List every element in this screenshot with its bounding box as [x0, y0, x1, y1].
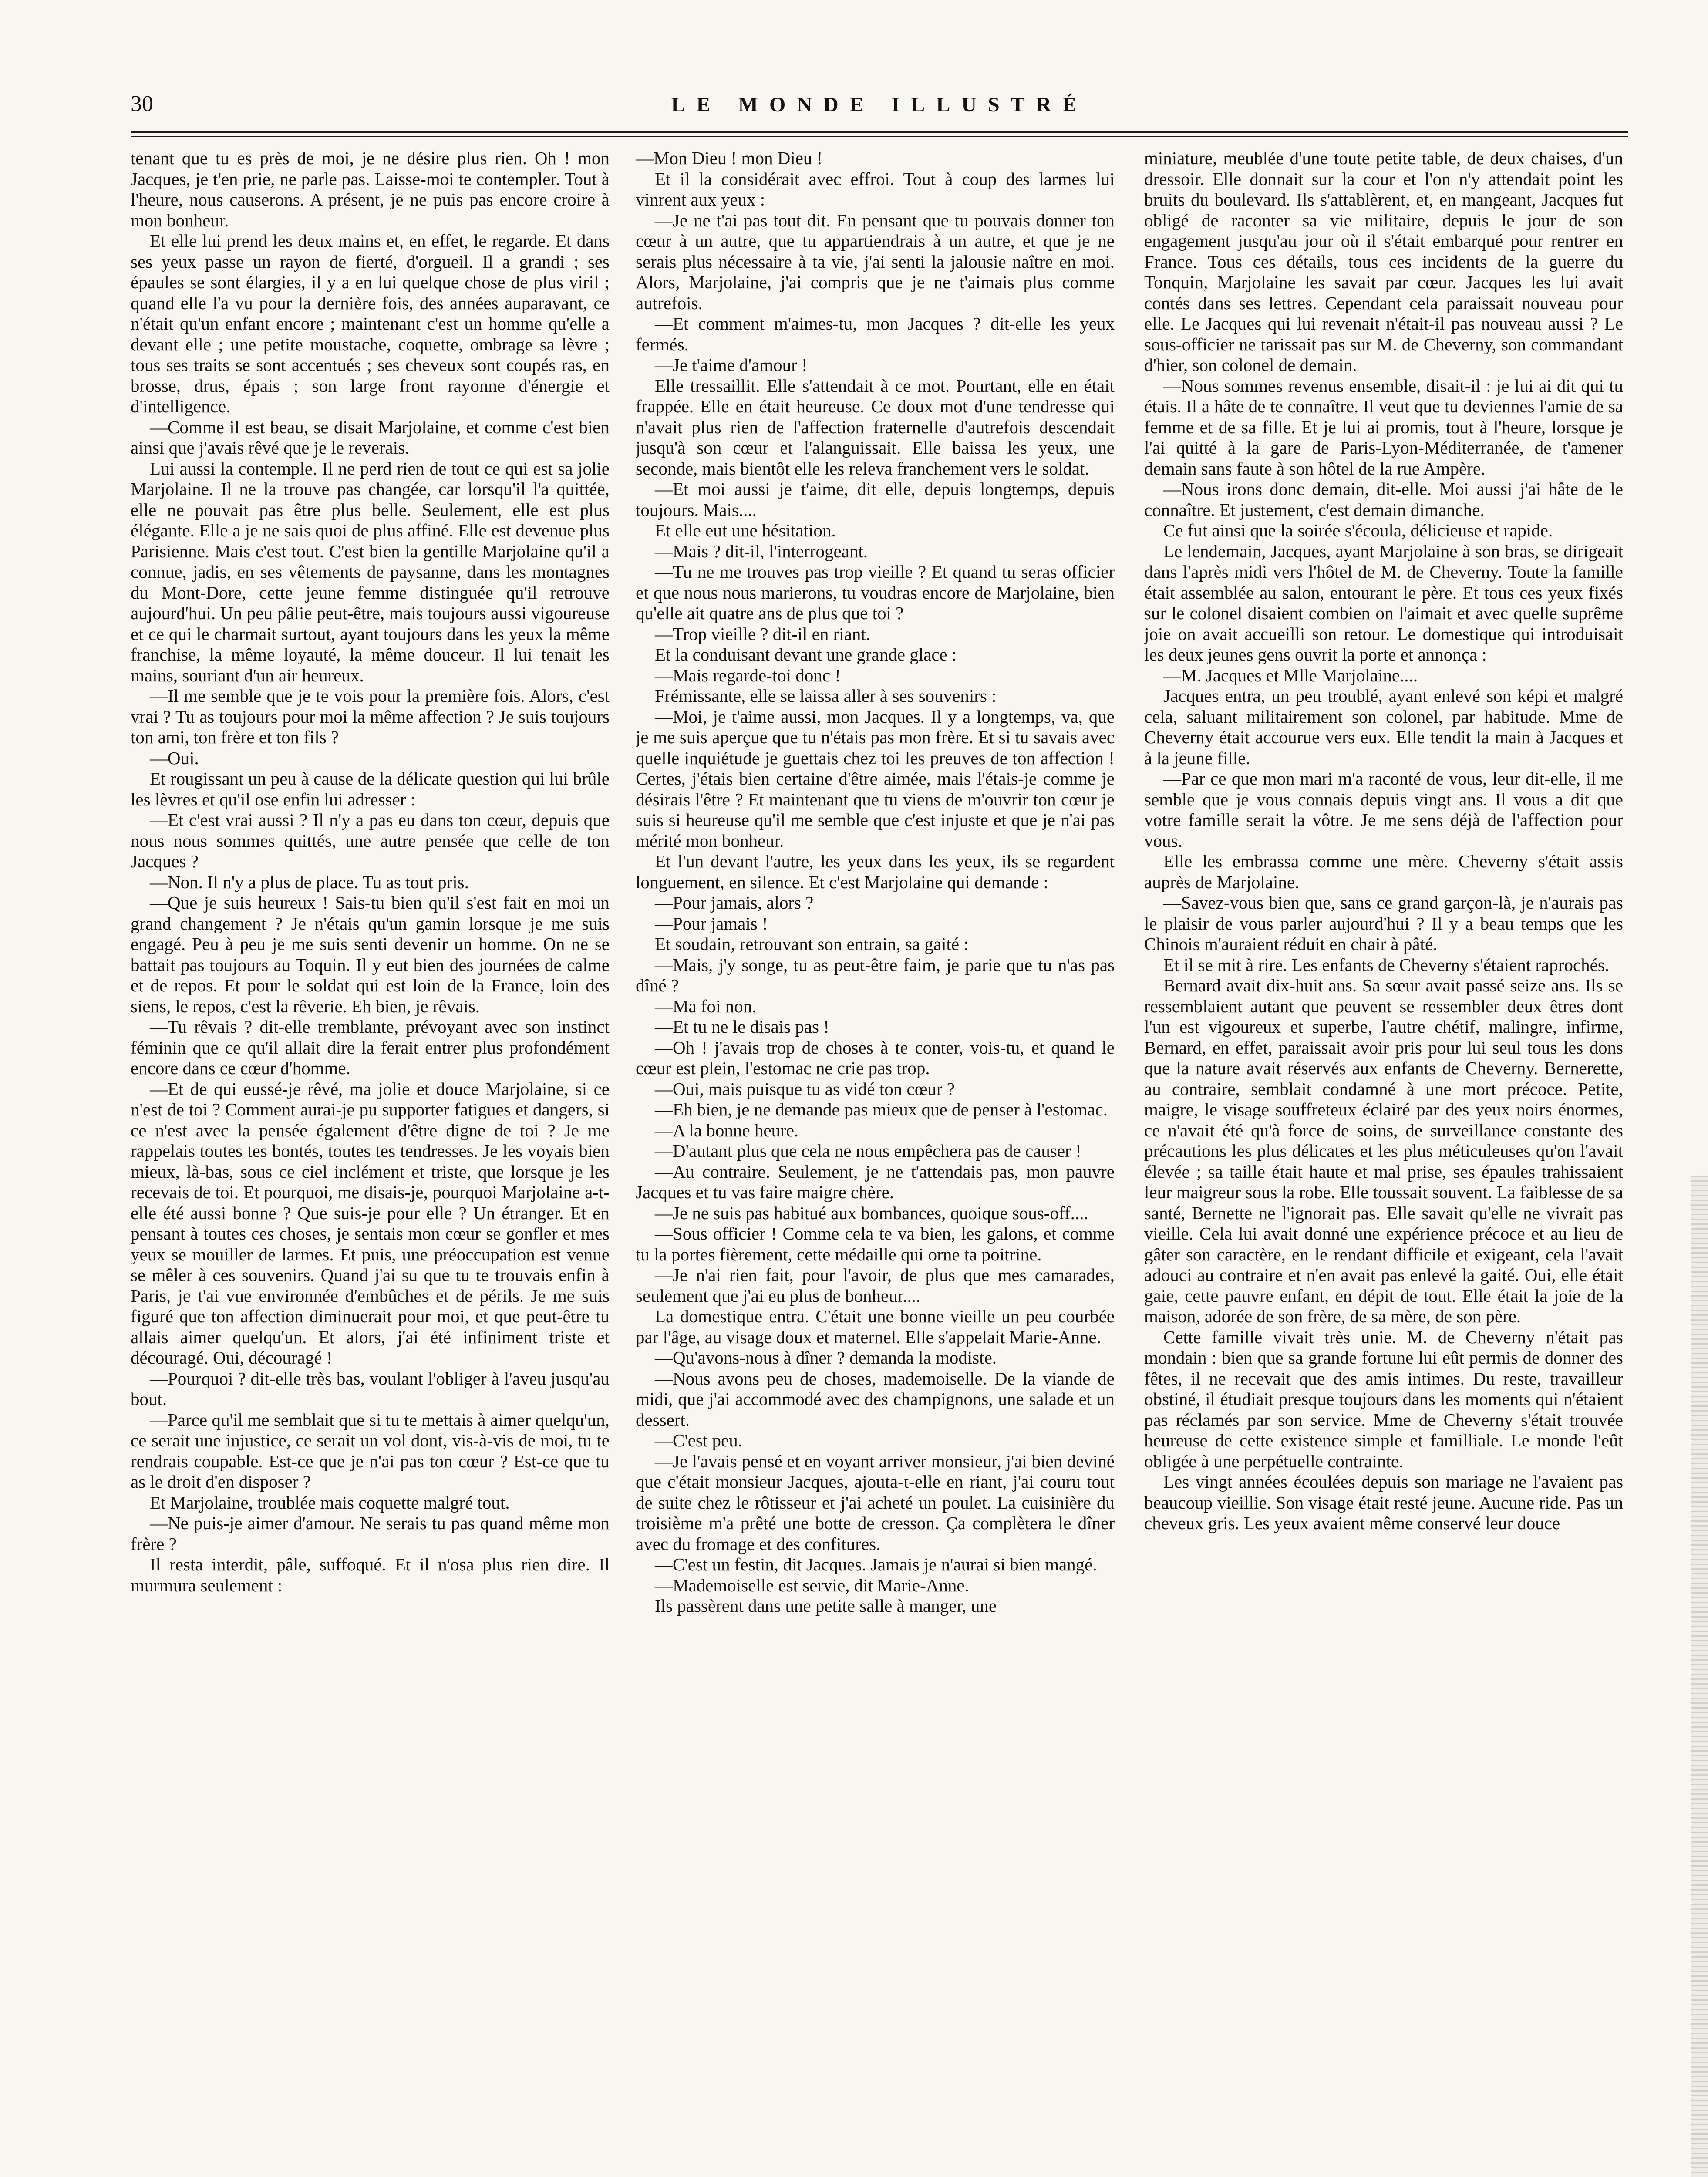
- article-paragraph: Et l'un devant l'autre, les yeux dans les yeux, ils se regardent longuement, en silence. Et c'est Marjolaine qui demande :: [636, 851, 1115, 892]
- article-paragraph: —A la bonne heure.: [655, 1120, 799, 1140]
- article-paragraph: Jacques entra, un peu troublé, ayant enlevé son képi et malgré cela, saluant militairement son colonel, par habitude. Mme de Cheverny était accourue vers eux. Elle tendit la main à Jacques et à la jeune fille.: [1144, 686, 1623, 768]
- article-paragraph: —Moi, je t'aime aussi, mon Jacques. Il y a longtemps, va, que je me suis aperçue que tu n'étais pas mon frère. Et si tu savais avec quelle inquiétude je guettais chez toi les preuves de ton affection ! Certes, j'étais bien certaine d'être aimée, mais l'étais-je comme je désirais l'être ? Et maintenant que tu viens de m'ouvrir ton cœur je suis si heureuse qu'il me semble que c'est injuste et que je n'ai pas mérité mon bonheur.: [636, 706, 1115, 851]
- article-paragraph: —Et tu ne le disais pas !: [655, 1017, 829, 1037]
- article-paragraph: Elle tressaillit. Elle s'attendait à ce mot. Pourtant, elle en était frappée. Elle en était heureuse. Ce doux mot d'une tendresse qui n'avait plus rien de l'affection fraternelle d'autrefois descendait jusqu'à son cœur et l'alanguissait. Elle baissa les yeux, une seconde, mais bientôt elle les releva franchement vers le soldat.: [636, 375, 1115, 479]
- article-paragraph: —Et moi aussi je t'aime, dit elle, depuis longtemps, depuis toujours. Mais....: [636, 479, 1115, 520]
- article-paragraph: —Ne puis-je aimer d'amour. Ne serais tu pas quand même mon frère ?: [131, 1513, 610, 1554]
- article-paragraph: Et elle lui prend les deux mains et, en effet, le regarde. Et dans ses yeux passe un rayon de fierté, d'orgueil. Il a grandi ; ses épaules se sont élargies, il y a en lui quelque chose de plus viril ; quand elle l'a vu pour la dernière fois, des années auparavant, ce n'était qu'un enfant encore ; maintenant c'est un homme qu'elle a devant elle ; une petite moustache, coquette, ombrage sa lèvre ; tous ses traits se sont accentués ; ses cheveux sont coupés ras, en brosse, drus, épais ; son large front rayonne d'énergie et d'intelligence.: [131, 231, 610, 416]
- article-paragraph: Et il se mit à rire. Les enfants de Cheverny s'étaient raprochés.: [1163, 954, 1610, 975]
- article-paragraph: —Et comment m'aimes-tu, mon Jacques ? dit-elle les yeux fermés.: [636, 313, 1115, 354]
- article-paragraph: —Je l'avais pensé et en voyant arriver monsieur, j'ai bien deviné que c'était monsieur Jacques, ajouta-t-elle en riant, j'ai couru tout de suite chez le rôtisseur et j'ai acheté un poulet. La cuisinière du troisième m'a prêté une botte de cresson. Ça complètera le dîner avec du fromage et des confitures.: [636, 1451, 1115, 1554]
- article-paragraph: —C'est un festin, dit Jacques. Jamais je n'aurai si bien mangé.: [655, 1554, 1097, 1574]
- article-paragraph: Et elle eut une hésitation.: [655, 520, 836, 540]
- article-paragraph: Et Marjolaine, troublée mais coquette malgré tout.: [150, 1492, 510, 1513]
- article-paragraph: —Je ne t'ai pas tout dit. En pensant que tu pouvais donner ton cœur à un autre, que tu appartiendrais à un autre, et que je ne serais plus nécessaire à ta vie, j'ai senti la jalousie naître en moi. Alors, Marjolaine, j'ai compris que je ne t'aimais plus comme autrefois.: [636, 210, 1115, 313]
- text-column-3: [1144, 148, 1623, 2177]
- page-header: [131, 89, 1628, 128]
- article-paragraph: —Nous sommes revenus ensemble, disait-il : je lui ai dit qui tu étais. Il a hâte de te connaître. Il veut que tu deviennes l'amie de sa femme et de sa fille. Et je lui ai promis, tout à l'heure, lorsque je l'ai quitté à la gare de Paris-Lyon-Méditerranée, de t'amener demain sans faute à son hôtel de la rue Ampère.: [1144, 375, 1623, 479]
- article-paragraph: —Eh bien, je ne demande pas mieux que de penser à l'estomac.: [655, 1099, 1108, 1119]
- article-paragraph: —Mais regarde-toi donc !: [655, 665, 841, 685]
- article-paragraph: Et il la considérait avec effroi. Tout à coup des larmes lui vinrent aux yeux :: [636, 168, 1115, 209]
- text-column-1: [131, 148, 610, 2177]
- article-paragraph: —Ma foi non.: [655, 996, 757, 1016]
- article-paragraph: —M. Jacques et Mlle Marjolaine....: [1163, 665, 1418, 685]
- article-paragraph: —Qu'avons-nous à dîner ? demanda la modiste.: [655, 1348, 997, 1368]
- article-paragraph: Bernard avait dix-huit ans. Sa sœur avait passé seize ans. Ils se ressemblaient autant que peuvent se ressembler deux êtres dont l'un est vigoureux et superbe, l'autre chétif, malingre, infirme, Bernard, en effet, paraissait avoir pris pour lui seul tous les dons que la nature avait réservés aux enfants de Cheverny. Bernerette, au contraire, semblait condamné à une mort précoce. Petite, maigre, le visage souffreteux éclairé par des yeux noirs énormes, ce n'avait été qu'à force de soins, de surveillance constante des précautions les plus délicates et les plus méticuleuses qu'on l'avait élevée ; sa taille était haute et mal prise, ses épaules trahissaient leur maigreur sous la robe. Elle toussait souvent. La faiblesse de sa santé, Bernette ne l'ignorait pas. Elle savait qu'elle ne vivrait pas vieille. Cela lui avait donné une expérience précoce et au lieu de gâter son caractère, en le rendant difficile et exigeant, cela l'avait adouci au contraire et n'en avait pas enlevé la gaité. Oui, elle était gaie, cette pauvre enfant, en dépit de tout. Elle était la joie de la maison, adorée de son frère, de sa mère, de son père.: [1144, 975, 1623, 1326]
- article-paragraph: Il resta interdit, pâle, suffoqué. Et il n'osa plus rien dire. Il murmura seulement :: [131, 1554, 610, 1595]
- article-paragraph: Elle les embrassa comme une mère. Cheverny s'était assis auprès de Marjolaine.: [1144, 851, 1623, 892]
- article-paragraph: —Je t'aime d'amour !: [655, 355, 808, 375]
- text-column-2: [636, 148, 1115, 2177]
- article-paragraph: —Pour jamais, alors ?: [655, 893, 814, 913]
- article-paragraph: —Tu ne me trouves pas trop vieille ? Et quand tu seras officier et que nous nous marierons, tu voudras encore de Marjolaine, bien qu'elle ait quatre ans de plus que toi ?: [636, 562, 1115, 623]
- article-paragraph: —Et c'est vrai aussi ? Il n'y a pas eu dans ton cœur, depuis que nous nous sommes quittés, une autre pensée que celle de ton Jacques ?: [131, 810, 610, 871]
- article-paragraph: —Nous irons donc demain, dit-elle. Moi aussi j'ai hâte de le connaître. Et justement, c'est demain dimanche.: [1144, 479, 1623, 520]
- article-paragraph: miniature, meublée d'une toute petite table, de deux chaises, d'un dressoir. Elle donnait sur la cour et l'on n'y attendait point les bruits du boulevard. Ils s'attablèrent, et, en mangeant, Jacques fut obligé de raconter sa vie militaire, depuis le jour de son engagement jusqu'au jour où il s'était embarqué pour rentrer en France. Tous ces détails, tous ces incidents de la guerre du Tonquin, Marjolaine les savait par cœur. Jacques les lui avait contés dans ses lettres. Cependant cela paraissait nouveau pour elle. Le Jacques qui lui revenait n'était-il pas nouveau aussi ? Le sous-officier ne tarissait pas sur M. de Cheverny, son commandant d'hier, son colonel de demain.: [1144, 148, 1623, 375]
- article-paragraph: —Pour jamais !: [655, 913, 768, 933]
- article-paragraph: —Oui, mais puisque tu as vidé ton cœur ?: [655, 1078, 955, 1099]
- article-paragraph: Et la conduisant devant une grande glace :: [655, 644, 957, 664]
- article-paragraph: —Pourquoi ? dit-elle très bas, voulant l'obliger à l'aveu jusqu'au bout.: [131, 1368, 610, 1409]
- article-paragraph: —Et de qui eussé-je rêvé, ma jolie et douce Marjolaine, si ce n'est de toi ? Comment aurai-je pu supporter fatigues et dangers, si ce n'est avec la pensée également d'être digne de toi ? Je me rappelais toutes tes bontés, toutes tes tendresses. Je les voyais bien mieux, là-bas, sous ce ciel inclément et triste, que lorsque je les recevais de toi. Et pourquoi, me disais-je, pourquoi Marjolaine a-t-elle été aussi bonne ? Que suis-je pour elle ? Un étranger. Et en pensant à toutes ces choses, je sentais mon cœur se gonfler et mes yeux se mouiller de larmes. Et puis, une préoccupation est venue se mêler à ces souvenirs. Quand j'ai su que tu te trouvais enfin à Paris, je t'ai vue environnée d'embûches et de périls. Je me suis figuré que ton affection diminuerait pour moi, et que peut-être tu allais aimer quelqu'un. Et alors, j'ai été infiniment triste et découragé. Oui, découragé !: [131, 1078, 610, 1368]
- article-paragraph: —Je n'ai rien fait, pour l'avoir, de plus que mes camarades, seulement que j'ai eu plus de bonheur....: [636, 1265, 1115, 1306]
- article-paragraph: —Parce qu'il me semblait que si tu te mettais à aimer quelqu'un, ce serait une injustice, ce serait un vol dont, vis-à-vis de moi, tu te rendrais coupable. Est-ce que je n'ai pas ton cœur ? Est-ce que tu as le droit d'en disposer ?: [131, 1409, 610, 1492]
- article-paragraph: Les vingt années écoulées depuis son mariage ne l'avaient pas beaucoup vieillie. Son visage était resté jeune. Aucune ride. Pas un cheveux gris. Les yeux avaient même conservé leur douce: [1144, 1472, 1623, 1533]
- article-paragraph: La domestique entra. C'était une bonne vieille un peu courbée par l'âge, au visage doux et maternel. Elle s'appelait Marie-Anne.: [636, 1306, 1115, 1347]
- scan-edge-artifact: [1691, 1176, 1708, 2177]
- article-paragraph: Lui aussi la contemple. Il ne perd rien de tout ce qui est sa jolie Marjolaine. Il ne la trouve pas changée, car lorsqu'il l'a quittée, elle ne pouvait pas être plus belle. Seulement, elle est plus élégante. Elle a je ne sais quoi de plus affiné. Elle est devenue plus Parisienne. Mais c'est tout. C'est bien la gentille Marjolaine qu'il a connue, jadis, en ses vêtements de paysanne, dans les montagnes du Mont-Dore, cette jeune femme distinguée qu'il retrouve aujourd'hui. Un peu pâlie peut-être, mais toujours aussi vigoureuse et ce qui le charmait surtout, ayant toujours dans les yeux la même franchise, la même loyauté, la même douceur. Il lui tenait les mains, souriant d'un air heureux.: [131, 458, 610, 685]
- running-title: LE MONDE ILLUSTRÉ: [671, 93, 1088, 116]
- article-paragraph: Ils passèrent dans une petite salle à manger, une: [655, 1596, 997, 1616]
- article-paragraph: —Mais ? dit-il, l'interrogeant.: [655, 541, 868, 561]
- article-paragraph: Et rougissant un peu à cause de la délicate question qui lui brûle les lèvres et qu'il ose enfin lui adresser :: [131, 768, 610, 809]
- header-rule-thin: [131, 136, 1628, 137]
- article-paragraph: —Que je suis heureux ! Sais-tu bien qu'il s'est fait en moi un grand changement ? Je n'étais qu'un gamin lorsque je me suis engagé. Peu à peu je me suis senti devenir un homme. On ne se battait pas toujours au Toquin. Il y eut bien des journées de calme et de repos. Et pour le soldat qui est loin de la France, loin des siens, le repos, c'est la rêverie. Eh bien, je rêvais.: [131, 893, 610, 1016]
- article-paragraph: —Non. Il n'y a plus de place. Tu as tout pris.: [150, 872, 469, 892]
- article-paragraph: —C'est peu.: [655, 1430, 742, 1450]
- article-paragraph: —Comme il est beau, se disait Marjolaine, et comme c'est bien ainsi que j'avais rêvé que je le reverais.: [131, 417, 610, 458]
- page-number: 30: [131, 91, 153, 116]
- article-paragraph: —Sous officier ! Comme cela te va bien, les galons, et comme tu la portes fièrement, cette médaille qui orne ta poitrine.: [636, 1223, 1115, 1264]
- article-paragraph: —D'autant plus que cela ne nous empêchera pas de causer !: [655, 1141, 1081, 1161]
- article-paragraph: Frémissante, elle se laissa aller à ses souvenirs :: [655, 686, 997, 706]
- article-paragraph: Ce fut ainsi que la soirée s'écoula, délicieuse et rapide.: [1163, 520, 1553, 540]
- article-paragraph: —Nous avons peu de choses, mademoiselle. De la viande de midi, que j'ai accommodé avec des champignons, une salade et un dessert.: [636, 1368, 1115, 1430]
- article-paragraph: —Par ce que mon mari m'a raconté de vous, leur dit-elle, il me semble que je vous connais depuis vingt ans. Il vous a dit que votre famille serait la vôtre. Je me sens déjà de l'affection pour vous.: [1144, 768, 1623, 851]
- article-paragraph: Et soudain, retrouvant son entrain, sa gaité :: [655, 934, 969, 954]
- article-paragraph: —Mon Dieu ! mon Dieu !: [636, 148, 823, 168]
- article-paragraph: —Au contraire. Seulement, je ne t'attendais pas, mon pauvre Jacques et tu vas faire maigre chère.: [636, 1161, 1115, 1202]
- article-paragraph: —Mais, j'y songe, tu as peut-être faim, je parie que tu n'as pas dîné ?: [636, 954, 1115, 995]
- article-paragraph: —Je ne suis pas habitué aux bombances, quoique sous-off....: [655, 1203, 1088, 1223]
- article-paragraph: —Oui.: [150, 748, 199, 768]
- article-paragraph: —Mademoiselle est servie, dit Marie-Anne.: [655, 1575, 969, 1595]
- article-paragraph: —Savez-vous bien que, sans ce grand garçon-là, je n'aurais pas le plaisir de vous parler aujourd'hui ? Il y a beau temps que les Chinois m'auraient réduit en chair à pâté.: [1144, 893, 1623, 954]
- article-paragraph: tenant que tu es près de moi, je ne désire plus rien. Oh ! mon Jacques, je t'en prie, ne parle pas. Laisse-moi te contempler. Tout à l'heure, nous causerons. A présent, je ne puis pas encore croire à mon bonheur.: [131, 148, 610, 230]
- article-paragraph: Le lendemain, Jacques, ayant Marjolaine à son bras, se dirigeait dans l'après midi vers l'hôtel de M. de Cheverny. Toute la famille était assemblée au salon, entourant le père. Et tous ces yeux fixés sur le colonel disaient combien on l'aimait et avec quelle suprême joie on avait accueilli son retour. Le domestique qui introduisait les deux jeunes gens ouvrit la porte et annonça :: [1144, 541, 1623, 664]
- article-paragraph: —Il me semble que je te vois pour la première fois. Alors, c'est vrai ? Tu as toujours pour moi la même affection ? Je suis toujours ton ami, ton frère et ton fils ?: [131, 686, 610, 747]
- article-paragraph: —Trop vieille ? dit-il en riant.: [655, 623, 870, 644]
- article-paragraph: —Oh ! j'avais trop de choses à te conter, vois-tu, et quand le cœur est plein, l'estomac ne crie pas trop.: [636, 1037, 1115, 1078]
- article-paragraph: Cette famille vivait très unie. M. de Cheverny n'était pas mondain : bien que sa grande fortune lui eût permis de donner des fêtes, il ne recevait que des amis intimes. Du reste, travailleur obstiné, il étudiait presque toujours dans les moments qui n'étaient pas réclamés par son service. Mme de Cheverny s'était trouvée heureuse de cette existence simple et familliale. Le monde l'eût obligée à une perpétuelle contrainte.: [1144, 1327, 1623, 1471]
- article-paragraph: —Tu rêvais ? dit-elle tremblante, prévoyant avec son instinct féminin que ce qu'il allait dire la ferait entrer plus profondément encore dans ce cœur d'homme.: [131, 1017, 610, 1078]
- header-rule: [131, 131, 1628, 133]
